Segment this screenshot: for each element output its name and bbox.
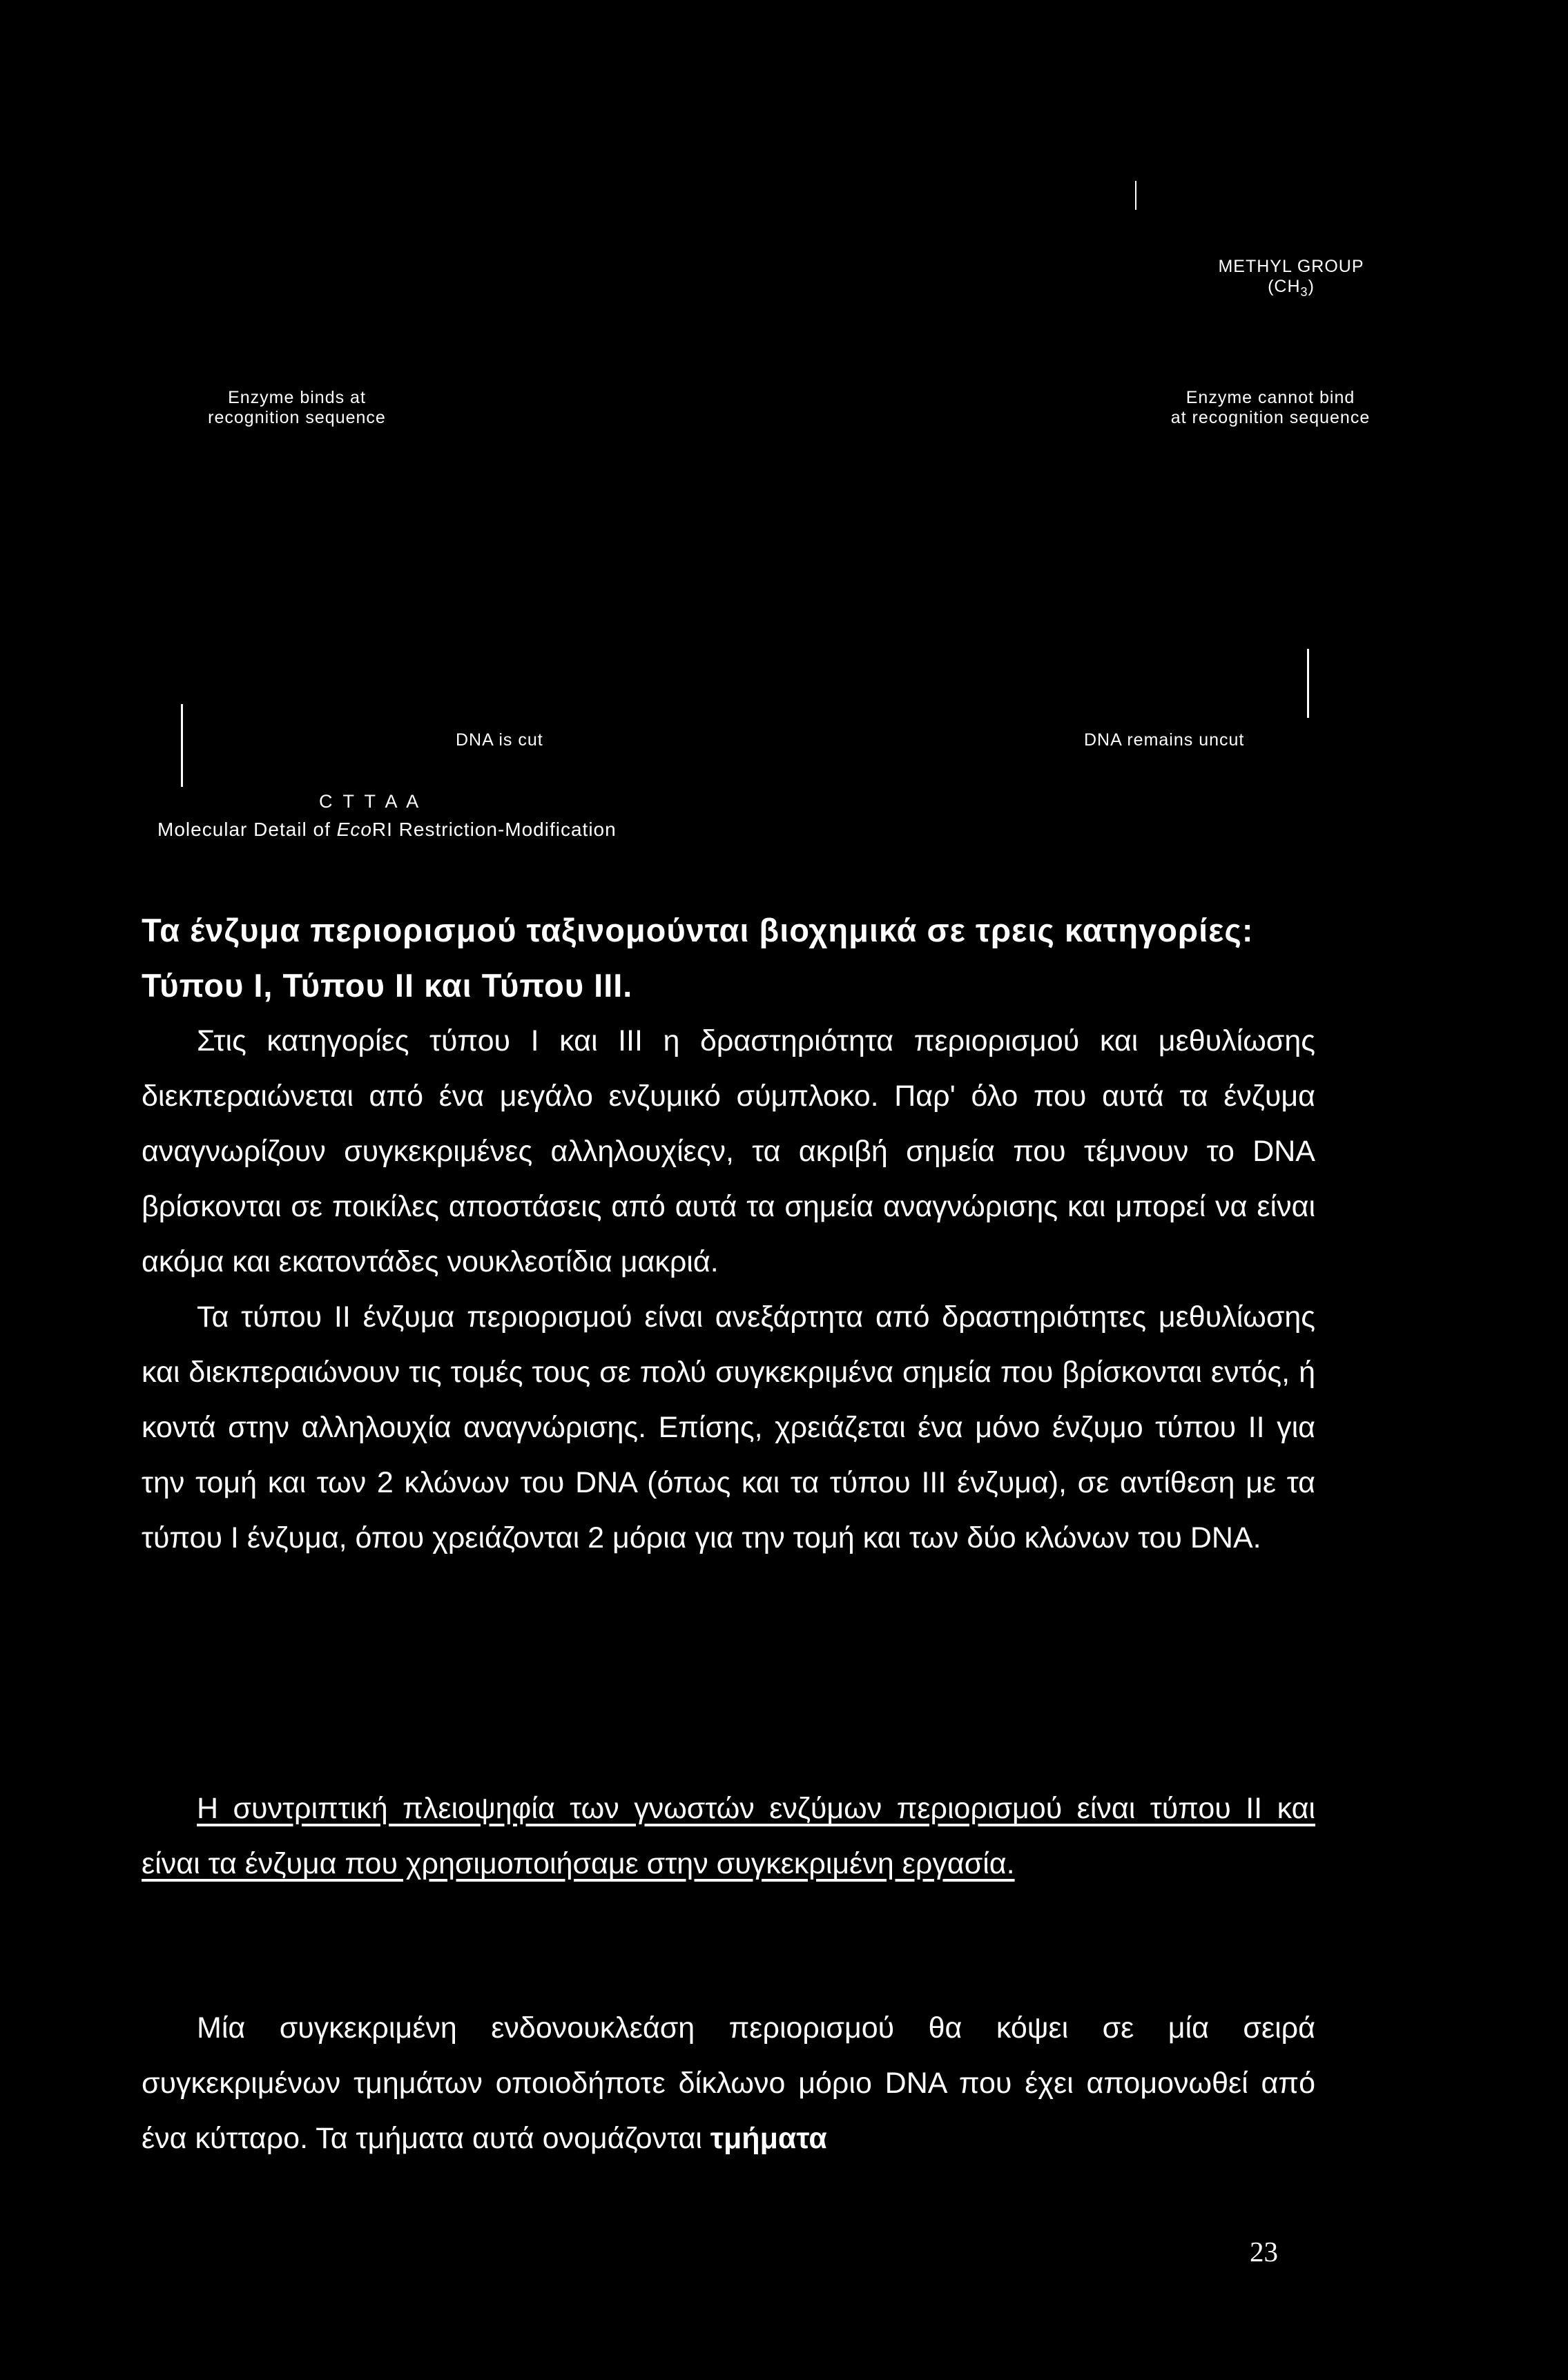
figure-left-divider bbox=[181, 704, 183, 787]
enzyme-cannot-bind-label: Enzyme cannot bind at recognition sequence bbox=[1170, 388, 1371, 427]
section-heading bbox=[142, 903, 1315, 1013]
figure-tick-mark bbox=[1135, 181, 1136, 210]
dna-cut-label: DNA is cut bbox=[456, 730, 543, 750]
enzyme-binds-label: Enzyme binds at recognition sequence bbox=[208, 388, 386, 427]
page-number: 23 bbox=[1250, 2236, 1278, 2267]
methyl-group-title: METHYL GROUP bbox=[1218, 257, 1364, 276]
figure-right-divider bbox=[1307, 649, 1309, 718]
methyl-group-label bbox=[1174, 257, 1409, 299]
paragraph-type-2: Τα τύπου II ένζυμα περιορισμού είναι ανεξάρτητα από δραστηριότητες μεθυλίωσης και διεκπεραιώνουν τις τομές τους σε πολύ συγκεκριμένα σημεία που βρίσκονται εντός, ή κοντά στην αλληλουχία αναγνώρισης. Επίσης, χρειάζεται ένα μόνο ένζυμο τύπου II για την τομή και των 2 κλώνων του DNA (όπως και τα τύπου III ένζυμα), σε αντίθεση με τα τύπου I ένζυμα, όπου χρειάζονται 2 μόρια για την τομή και των δύο κλώνων του DNA. bbox=[142, 1300, 1315, 1554]
heading-line-2: Τύπου I, Τύπου II και Τύπου III. bbox=[142, 967, 633, 1004]
final-paragraph bbox=[142, 2000, 1315, 2166]
dna-uncut-label: DNA remains uncut bbox=[1084, 730, 1245, 750]
body-paragraphs bbox=[142, 1013, 1315, 1565]
figure-caption: Molecular Detail of EcoRI Restriction-Modification bbox=[157, 819, 617, 840]
heading-line-1: Τα ένζυμα περιορισμού ταξινομούνται βιοχημικά σε τρεις κατηγορίες: bbox=[142, 912, 1254, 948]
paragraph-majority-type-2: Η συντριπτική πλειοψηφία των γνωστών ενζύμων περιορισμού είναι τύπου II και είναι τα ένζυμα που χρησιμοποιήσαμε στην συγκεκριμένη εργασία. bbox=[142, 1792, 1315, 1880]
paragraph-types-1-3: Στις κατηγορίες τύπου I και III η δραστηριότητα περιορισμού και μεθυλίωσης διεκπεραιώνεται από ένα μεγάλο ενζυμικό σύμπλοκο. Παρ' όλο που αυτά τα ένζυμα αναγνωρίζουν συγκεκριμένες αλληλουχίεςν, τα ακριβή σημεία που τέμνουν το DNA βρίσκονται σε ποικίλες αποστάσεις από αυτά τα σημεία αναγνώρισης και μπορεί να είναι ακόμα και εκατοντάδες νουκλεοτίδια μακριά. bbox=[142, 1024, 1315, 1278]
methyl-group-formula: $(CH_3)$ bbox=[1268, 276, 1315, 299]
sequence-label: C T T A A bbox=[319, 791, 422, 812]
paragraph-endonuclease: Μία συγκεκριμένη ενδονουκλεάση περιορισμού θα κόψει σε μία σειρά συγκεκριμένων τμημάτων οποιοδήποτε δίκλωνο μόριο DNA που έχει απομονωθεί από ένα κύτταρο. Τα τμήματα αυτά ονομάζονται τμήματα bbox=[142, 2011, 1315, 2155]
underlined-paragraph bbox=[142, 1781, 1315, 1891]
